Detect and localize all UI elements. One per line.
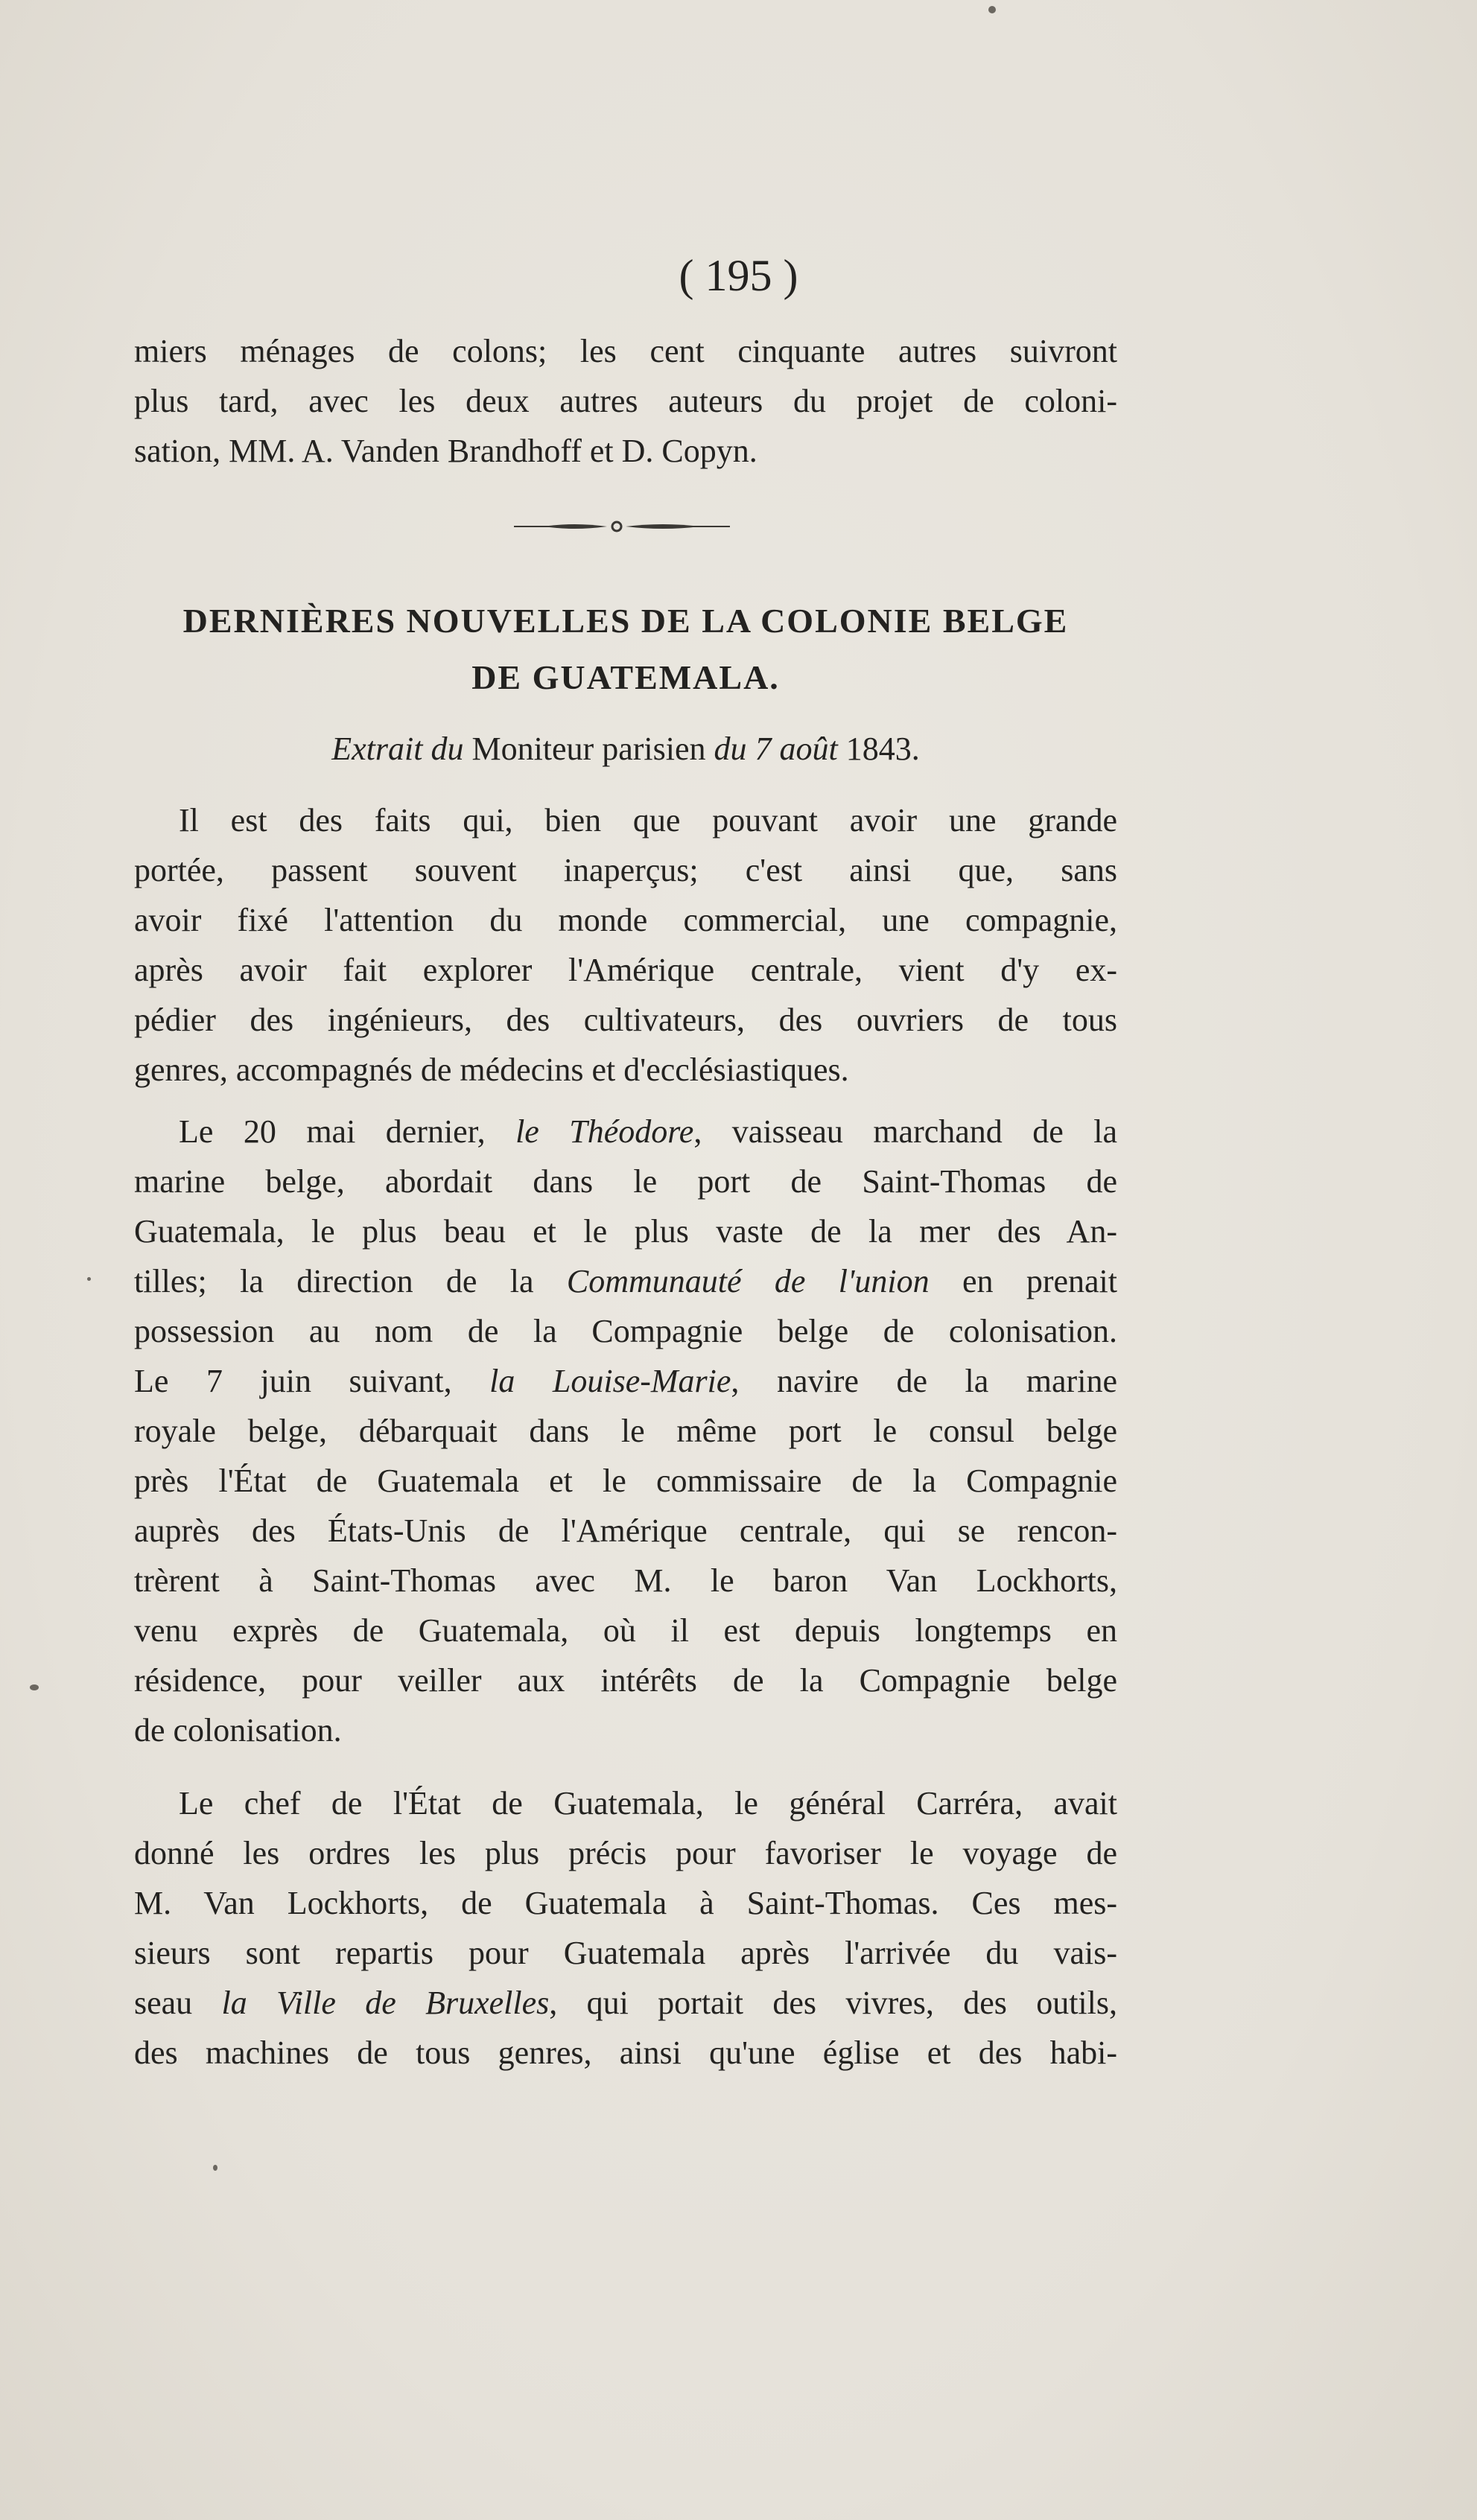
text-line: plus tard, avec les deux autres auteurs du projet de coloni- <box>134 383 1117 419</box>
text-line: royale belge, débarquait dans le même port le consul belge <box>134 1413 1117 1449</box>
text-run: en prenait <box>929 1263 1117 1299</box>
text-line: résidence, pour veiller aux intérêts de la Compagnie belge <box>134 1662 1117 1699</box>
text-run: Le 20 mai dernier, <box>179 1113 516 1150</box>
text-line: avoir fixé l'attention du monde commercial, une compagnie, <box>134 902 1117 938</box>
text-run: Le 7 juin suivant, <box>134 1363 490 1399</box>
text-line: marine belge, abordait dans le port de Saint-Thomas de <box>134 1163 1117 1200</box>
text-line <box>134 1978 1117 2028</box>
paragraph-3 <box>134 1778 1117 2078</box>
section-divider-ornament <box>514 519 730 534</box>
text-line: après avoir fait explorer l'Amérique centrale, vient d'y ex- <box>134 952 1117 988</box>
text-line <box>134 1356 1117 1406</box>
text-line: genres, accompagnés de médecins et d'ecclésiastiques. <box>134 1051 849 1088</box>
text-line <box>134 1107 1117 1156</box>
text-line: possession au nom de la Compagnie belge de colonisation. <box>134 1313 1117 1349</box>
text-line: sation, MM. A. Vanden Brandhoff et D. Copyn. <box>134 433 757 469</box>
paper-speck <box>988 6 996 13</box>
text-line: des machines de tous genres, ainsi qu'une église et des habi- <box>134 2034 1117 2071</box>
article-source <box>134 724 1117 774</box>
paper-speck <box>30 1684 39 1690</box>
text-line: Guatemala, le plus beau et le plus vaste de la mer des An- <box>134 1213 1117 1250</box>
text-line: donné les ordres les plus précis pour favoriser le voyage de <box>134 1835 1117 1871</box>
text-line: auprès des États-Unis de l'Amérique centrale, qui se rencon- <box>134 1512 1117 1549</box>
article-heading-line-1: DERNIÈRES NOUVELLES DE LA COLONIE BELGE <box>182 602 1069 640</box>
paper-speck <box>87 1277 91 1281</box>
text-run: tilles; la direction de la <box>134 1263 567 1299</box>
ship-name: la Ville de Bruxelles <box>221 1985 550 2021</box>
text-line: trèrent à Saint-Thomas avec M. le baron Van Lockhorts, <box>134 1562 1117 1599</box>
source-year: 1843. <box>837 731 920 767</box>
text-line <box>134 1256 1117 1306</box>
ship-name: la Louise-Marie <box>489 1363 731 1399</box>
text-line: Il est des faits qui, bien que pouvant avoir une grande <box>179 802 1117 839</box>
paper-speck <box>213 2165 217 2171</box>
community-name: Communauté de l'union <box>566 1263 930 1299</box>
text-line: venu exprès de Guatemala, où il est depuis longtemps en <box>134 1612 1117 1649</box>
text-line: pédier des ingénieurs, des cultivateurs, des ouvriers de tous <box>134 1002 1117 1038</box>
source-date: du 7 août <box>714 731 838 767</box>
text-run: , vaisseau marchand de la <box>693 1113 1117 1150</box>
text-line: sieurs sont repartis pour Guatemala après l'arrivée du vais- <box>134 1935 1117 1971</box>
page-number: ( 195 ) <box>679 251 798 300</box>
continuation-text <box>134 326 1117 476</box>
text-line: portée, passent souvent inaperçus; c'est ainsi que, sans <box>134 852 1117 888</box>
text-run: seau <box>134 1985 222 2021</box>
text-line: miers ménages de colons; les cent cinquante autres suivront <box>134 333 1117 369</box>
text-line: Le chef de l'État de Guatemala, le général Carréra, avait <box>179 1785 1117 1821</box>
ship-name: le Théodore <box>515 1113 694 1150</box>
source-publication: Moniteur parisien <box>463 731 714 767</box>
source-prefix: Extrait du <box>331 731 464 767</box>
paragraph-2 <box>134 1107 1117 1755</box>
text-line: près l'État de Guatemala et le commissaire de la Compagnie <box>134 1463 1117 1499</box>
article-heading-line-2: DE GUATEMALA. <box>471 658 780 696</box>
text-run: , qui portait des vivres, des outils, <box>549 1985 1117 2021</box>
text-line: M. Van Lockhorts, de Guatemala à Saint-Thomas. Ces mes- <box>134 1885 1117 1921</box>
paragraph-1 <box>134 795 1117 1095</box>
text-run: , navire de la marine <box>731 1363 1117 1399</box>
text-line: de colonisation. <box>134 1712 342 1749</box>
